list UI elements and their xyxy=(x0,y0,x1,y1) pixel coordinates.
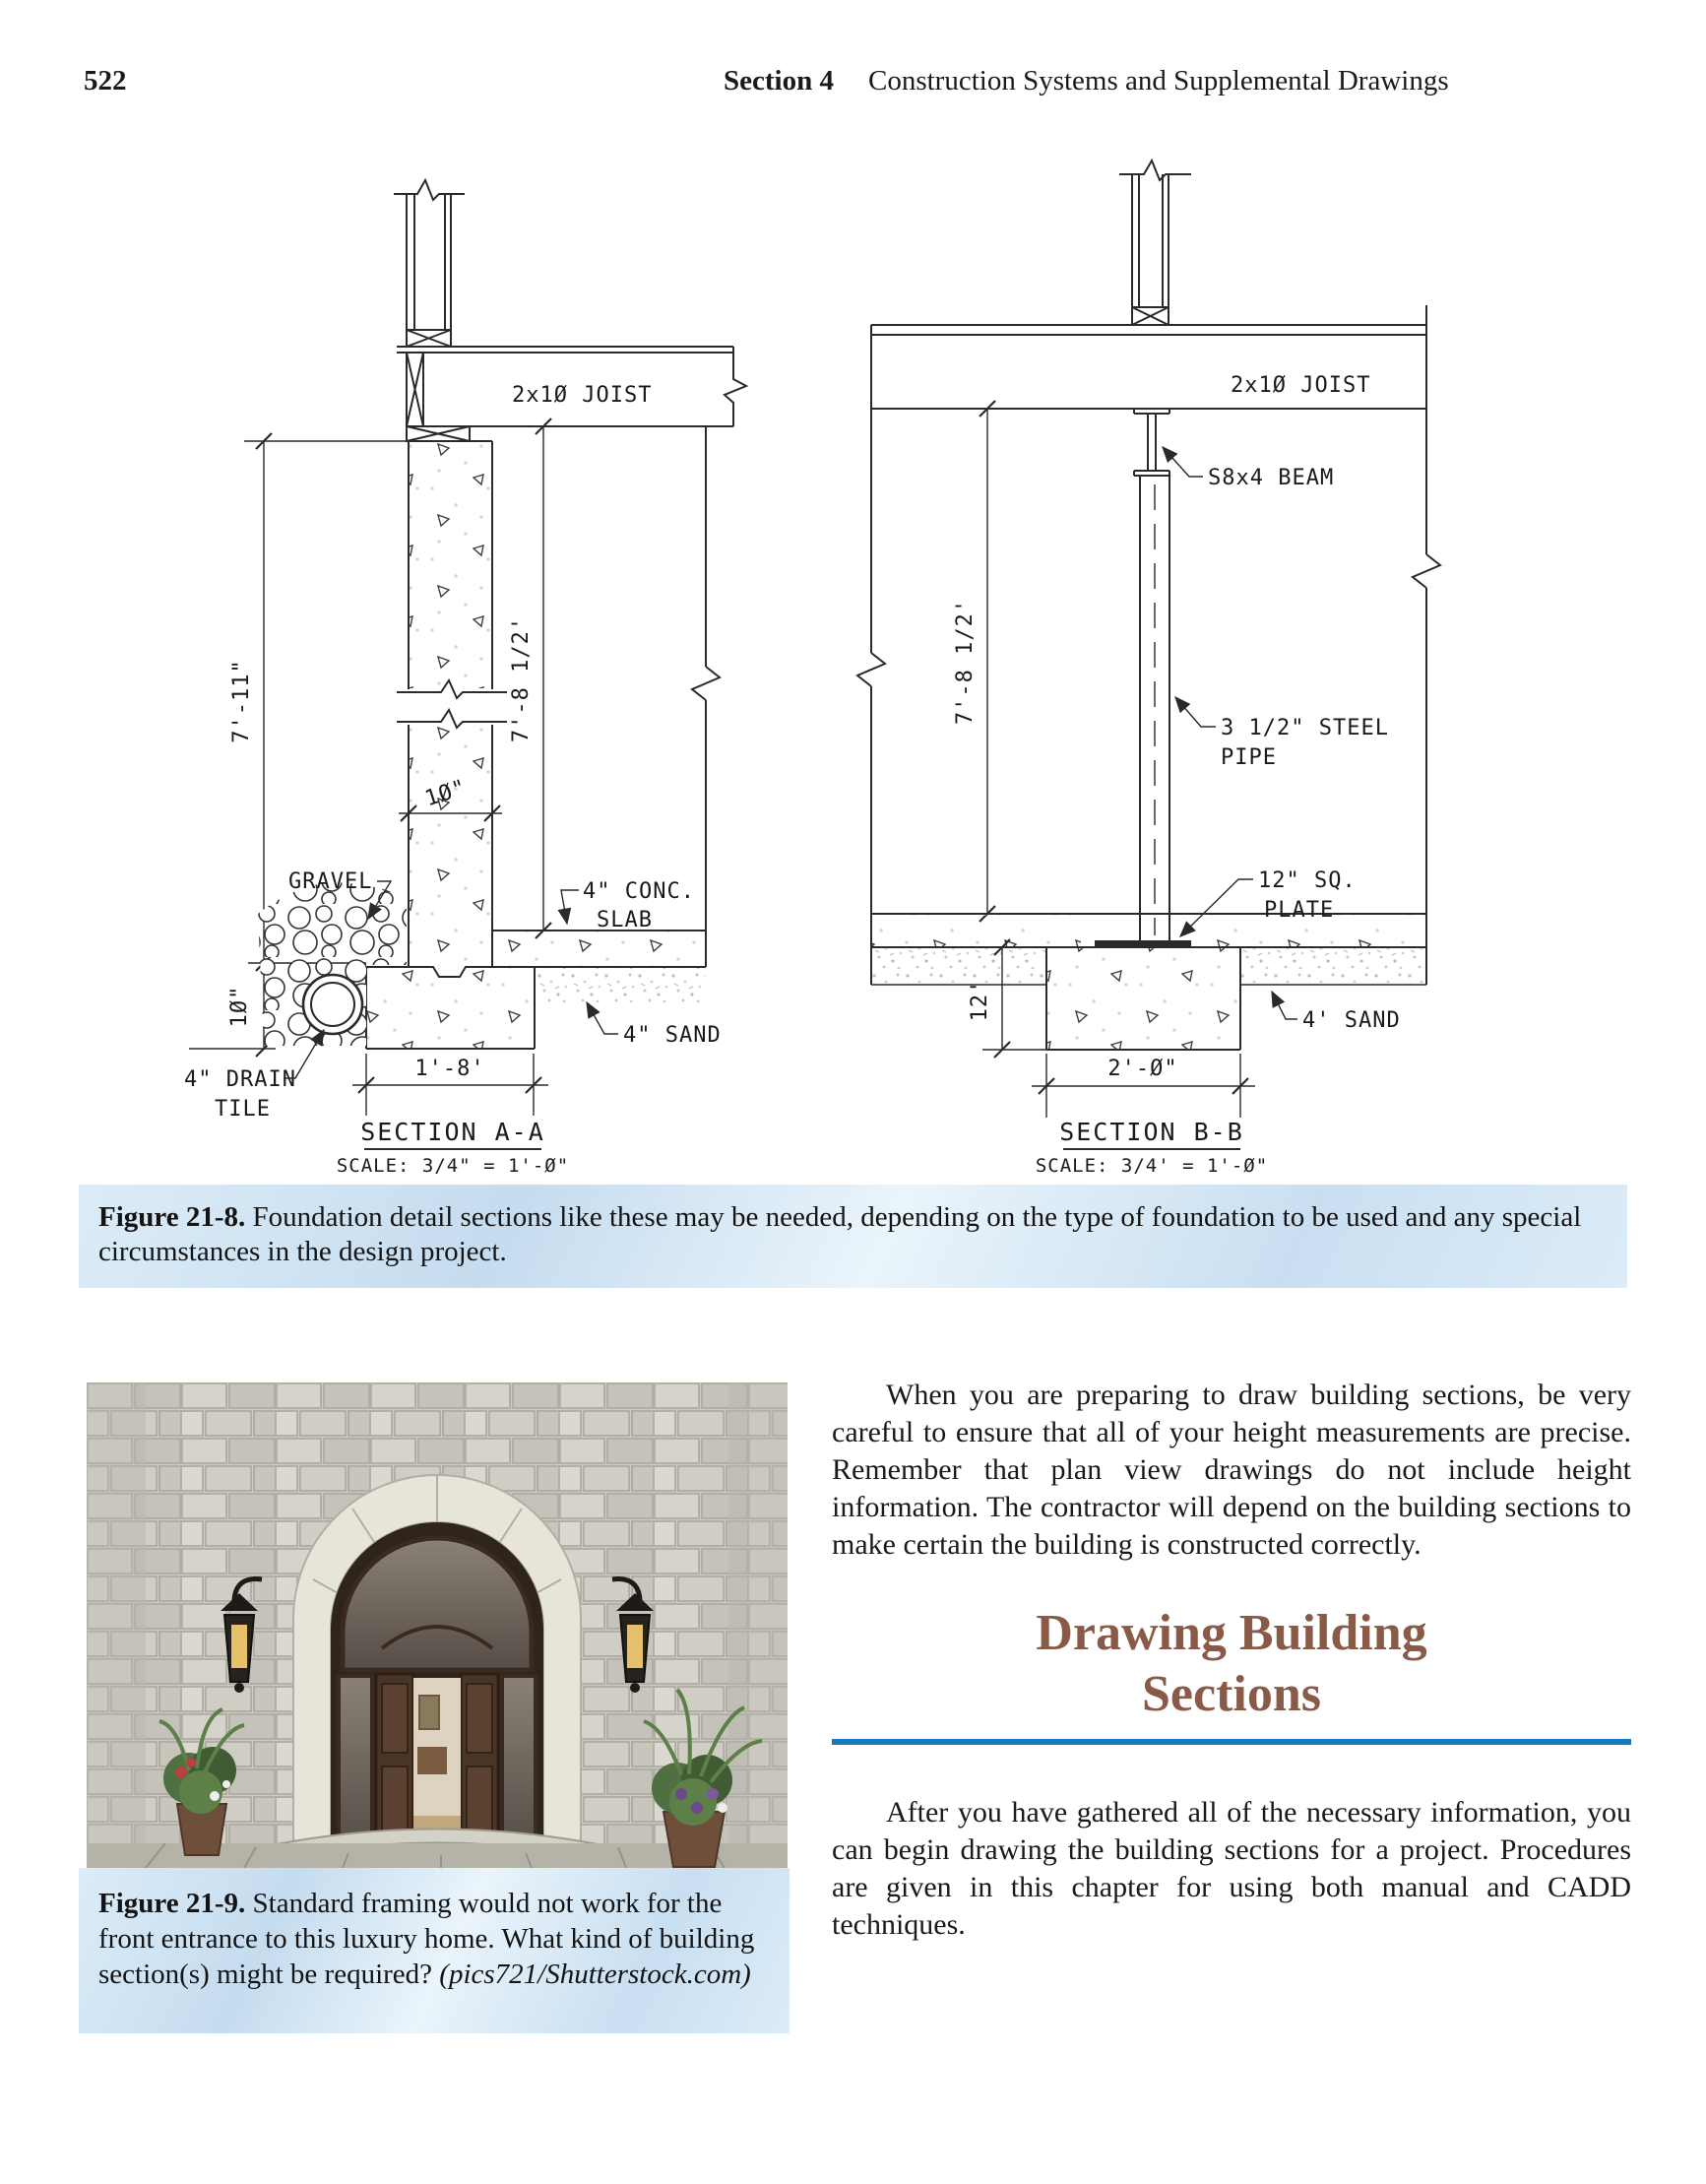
label-drain-2: TILE xyxy=(215,1097,271,1122)
article-heading-line1: Drawing Building xyxy=(1036,1605,1427,1661)
section-b-scale: SCALE: 3/4' = 1'-Ø" xyxy=(1035,1155,1269,1177)
label-conc-slab-1: 4" CONC. xyxy=(583,879,695,904)
article-heading xyxy=(832,1603,1631,1725)
section-a-title: SECTION A-A xyxy=(360,1118,545,1146)
label-drain-1: 4" DRAIN xyxy=(184,1067,296,1092)
label-pipe-2: PIPE xyxy=(1221,745,1277,770)
dim-footing-height-b: 12' xyxy=(968,979,992,1022)
dim-7-11: 7'-11" xyxy=(229,659,254,743)
figure-21-8-text: Foundation detail sections like these may be needed, depending on the type of foundation to be used and any special circumstances in the design project. xyxy=(98,1201,1582,1267)
figure-21-9-text: Standard framing would not work for the front entrance to this luxury home. What kind of building section(s) might be required? xyxy=(98,1888,755,1990)
header-section-label: Section 4 xyxy=(724,65,834,96)
dim-footing-width-b: 2'-Ø" xyxy=(1107,1057,1178,1081)
article-heading-line2: Sections xyxy=(1142,1666,1321,1722)
label-conc-slab-2: SLAB xyxy=(597,908,653,932)
label-sand-a: 4" SAND xyxy=(623,1023,722,1048)
dim-7-8-half-b: 7'-8 1/2' xyxy=(953,598,978,726)
section-b-title: SECTION B-B xyxy=(1059,1118,1244,1146)
section-a-drawing xyxy=(184,180,746,1177)
article-column xyxy=(832,1377,1631,1944)
dim-7-8-half-a: 7'-8 1/2' xyxy=(509,615,534,743)
page-number: 522 xyxy=(84,65,127,96)
label-plate-1: 12" SQ. xyxy=(1258,868,1357,893)
section-a-scale: SCALE: 3/4" = 1'-Ø" xyxy=(336,1155,570,1177)
section-b-drawing xyxy=(857,161,1440,1177)
figure-21-9-label: Figure 21-9. xyxy=(98,1888,246,1919)
label-joist-b: 2x1Ø JOIST xyxy=(1231,373,1371,398)
label-beam: S8x4 BEAM xyxy=(1208,466,1335,490)
label-plate-2: PLATE xyxy=(1264,898,1335,923)
header-section-title: Construction Systems and Supplemental Drawings xyxy=(868,65,1449,96)
entrance-photo xyxy=(87,1382,788,1868)
figure-21-8-label: Figure 21-8. xyxy=(98,1201,246,1233)
figure-21-9-caption xyxy=(79,1868,790,2033)
dim-footing-width-a: 1'-8' xyxy=(414,1057,485,1081)
article-paragraph-1: When you are preparing to draw building sections, be very careful to ensure that all of your height measurements are precise. Remember that plan view drawings do not include height information. The contractor will depend on the building sections to make certain the building is constructed correctly. xyxy=(832,1379,1631,1561)
label-joist-a: 2x1Ø JOIST xyxy=(512,383,653,408)
label-pipe-1: 3 1/2" STEEL xyxy=(1221,716,1389,740)
figure-21-9-credit: (pics721/Shutterstock.com) xyxy=(439,1959,751,1990)
label-gravel: GRAVEL xyxy=(288,869,373,894)
dim-wall-width: 1Ø" xyxy=(421,775,471,812)
article-paragraph-2: After you have gathered all of the necessary information, you can begin drawing the building sections for a project. Procedures are given in this chapter for using both manual and CADD techniques. xyxy=(832,1796,1631,1941)
heading-rule xyxy=(832,1739,1631,1745)
label-sand-b: 4' SAND xyxy=(1302,1008,1401,1033)
figure-21-8-caption xyxy=(79,1185,1627,1288)
dim-footing-height-a: 1Ø" xyxy=(227,985,252,1028)
